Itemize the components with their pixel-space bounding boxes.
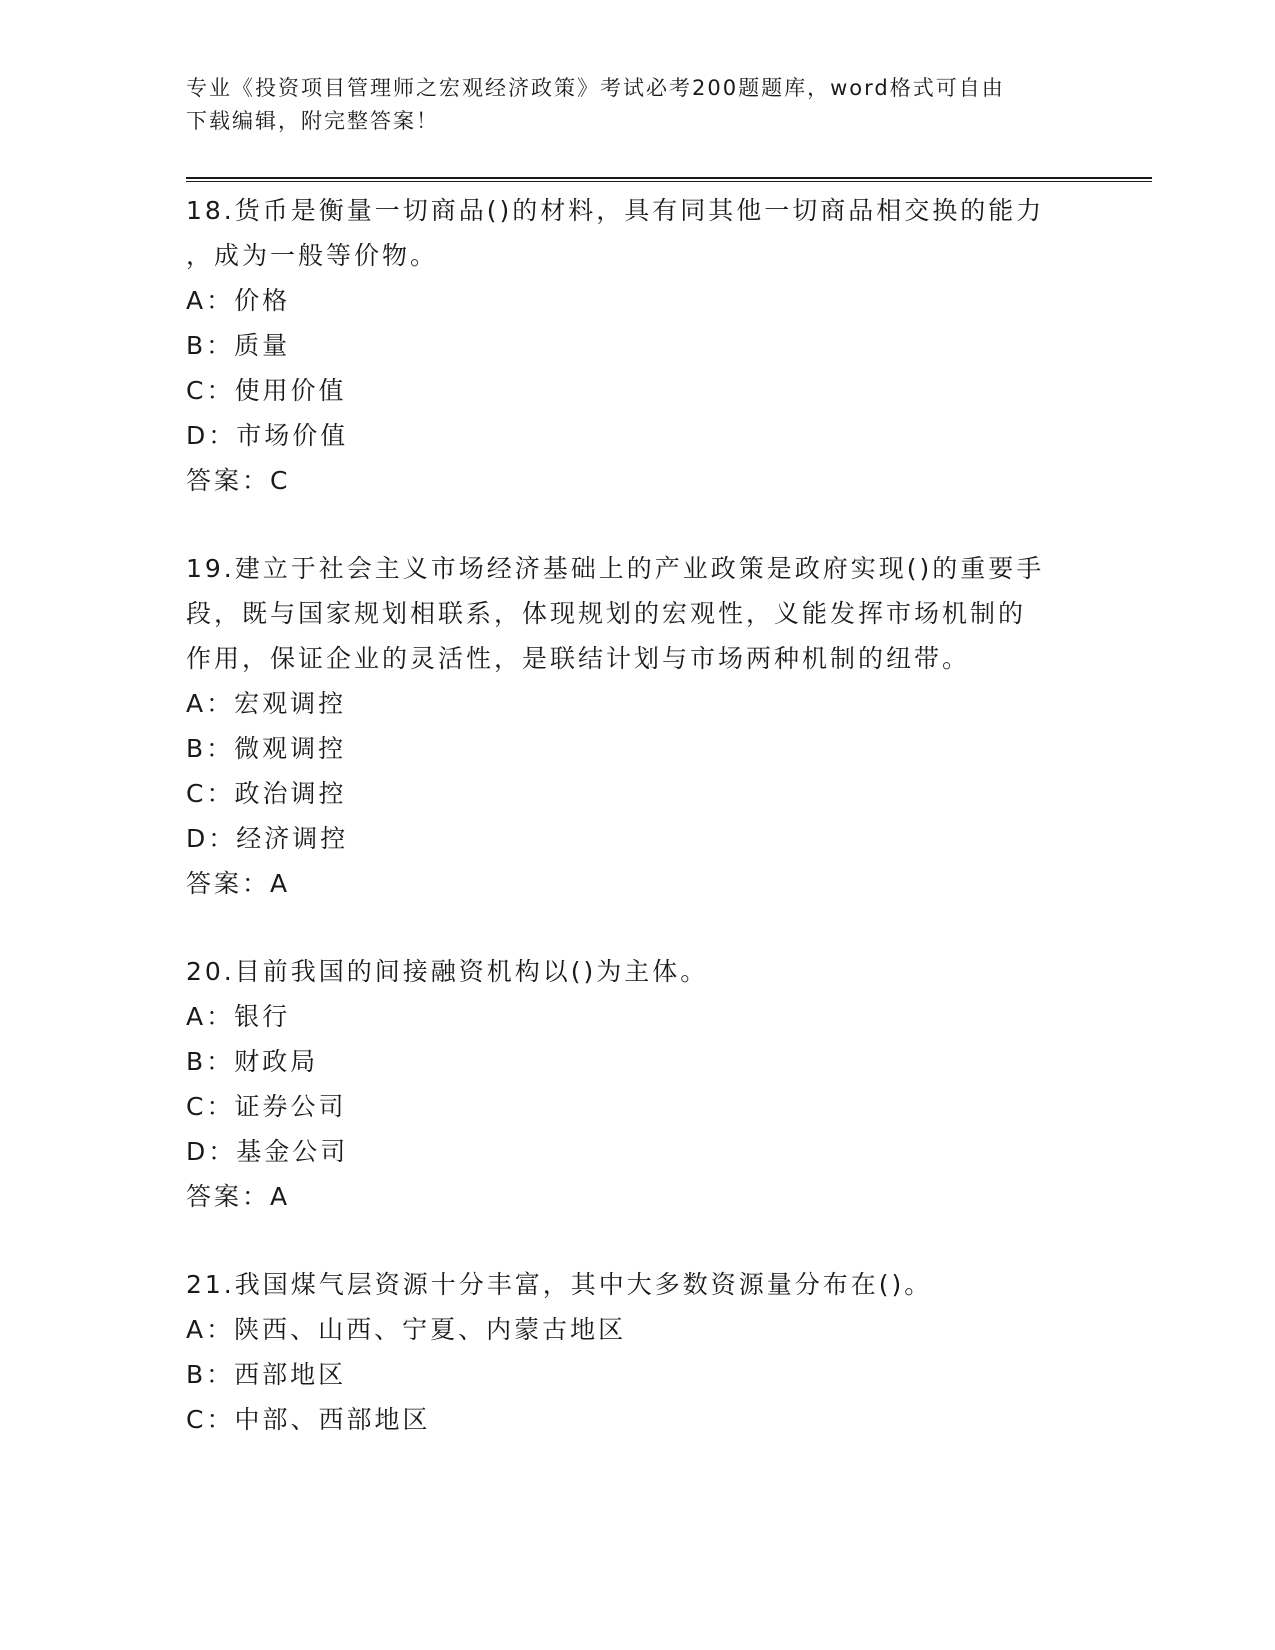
option-a: A：价格 [186, 286, 291, 315]
question-21 [186, 1262, 1086, 1442]
question-20 [186, 949, 1086, 1219]
answer: 答案：C [186, 466, 291, 495]
option-d: D：基金公司 [186, 1137, 349, 1166]
option-d: D：经济调控 [186, 824, 349, 853]
header-divider [186, 177, 1152, 182]
option-c: C：证券公司 [186, 1092, 347, 1121]
stem-line: 段，既与国家规划相联系，体现规划的宏观性，义能发挥市场机制的 [186, 599, 1027, 628]
option-c: C：使用价值 [186, 376, 347, 405]
header-line-1: 专业《投资项目管理师之宏观经济政策》考试必考200题题库，word格式可自由 [186, 76, 1005, 100]
stem-line: 19.建立于社会主义市场经济基础上的产业政策是政府实现()的重要手 [186, 554, 1045, 583]
option-a: A：宏观调控 [186, 689, 347, 718]
option-b: B：质量 [186, 331, 291, 360]
header-line-2: 下载编辑，附完整答案！ [186, 109, 439, 133]
question-stem [186, 546, 1086, 681]
stem-line: 21.我国煤气层资源十分丰富，其中大多数资源量分布在()。 [186, 1270, 933, 1299]
option-a: A：陕西、山西、宁夏、内蒙古地区 [186, 1315, 627, 1344]
option-b: B：西部地区 [186, 1360, 347, 1389]
stem-line: 作用，保证企业的灵活性，是联结计划与市场两种机制的纽带。 [186, 644, 971, 673]
question-stem [186, 188, 1086, 278]
question-19 [186, 546, 1086, 906]
option-a: A：银行 [186, 1002, 291, 1031]
stem-line: 20.目前我国的间接融资机构以()为主体。 [186, 957, 709, 986]
option-d: D：市场价值 [186, 421, 349, 450]
question-18 [186, 188, 1086, 503]
option-b: B：财政局 [186, 1047, 319, 1076]
option-c: C：中部、西部地区 [186, 1405, 431, 1434]
stem-line: ，成为一般等价物。 [186, 241, 439, 270]
answer: 答案：A [186, 1182, 291, 1211]
question-stem [186, 1262, 1086, 1307]
question-list [186, 188, 1086, 1485]
question-stem [186, 949, 1086, 994]
answer: 答案：A [186, 869, 291, 898]
stem-line: 18.货币是衡量一切商品()的材料，具有同其他一切商品相交换的能力 [186, 196, 1045, 225]
option-b: B：微观调控 [186, 734, 347, 763]
option-c: C：政治调控 [186, 779, 347, 808]
document-header [186, 72, 1066, 138]
